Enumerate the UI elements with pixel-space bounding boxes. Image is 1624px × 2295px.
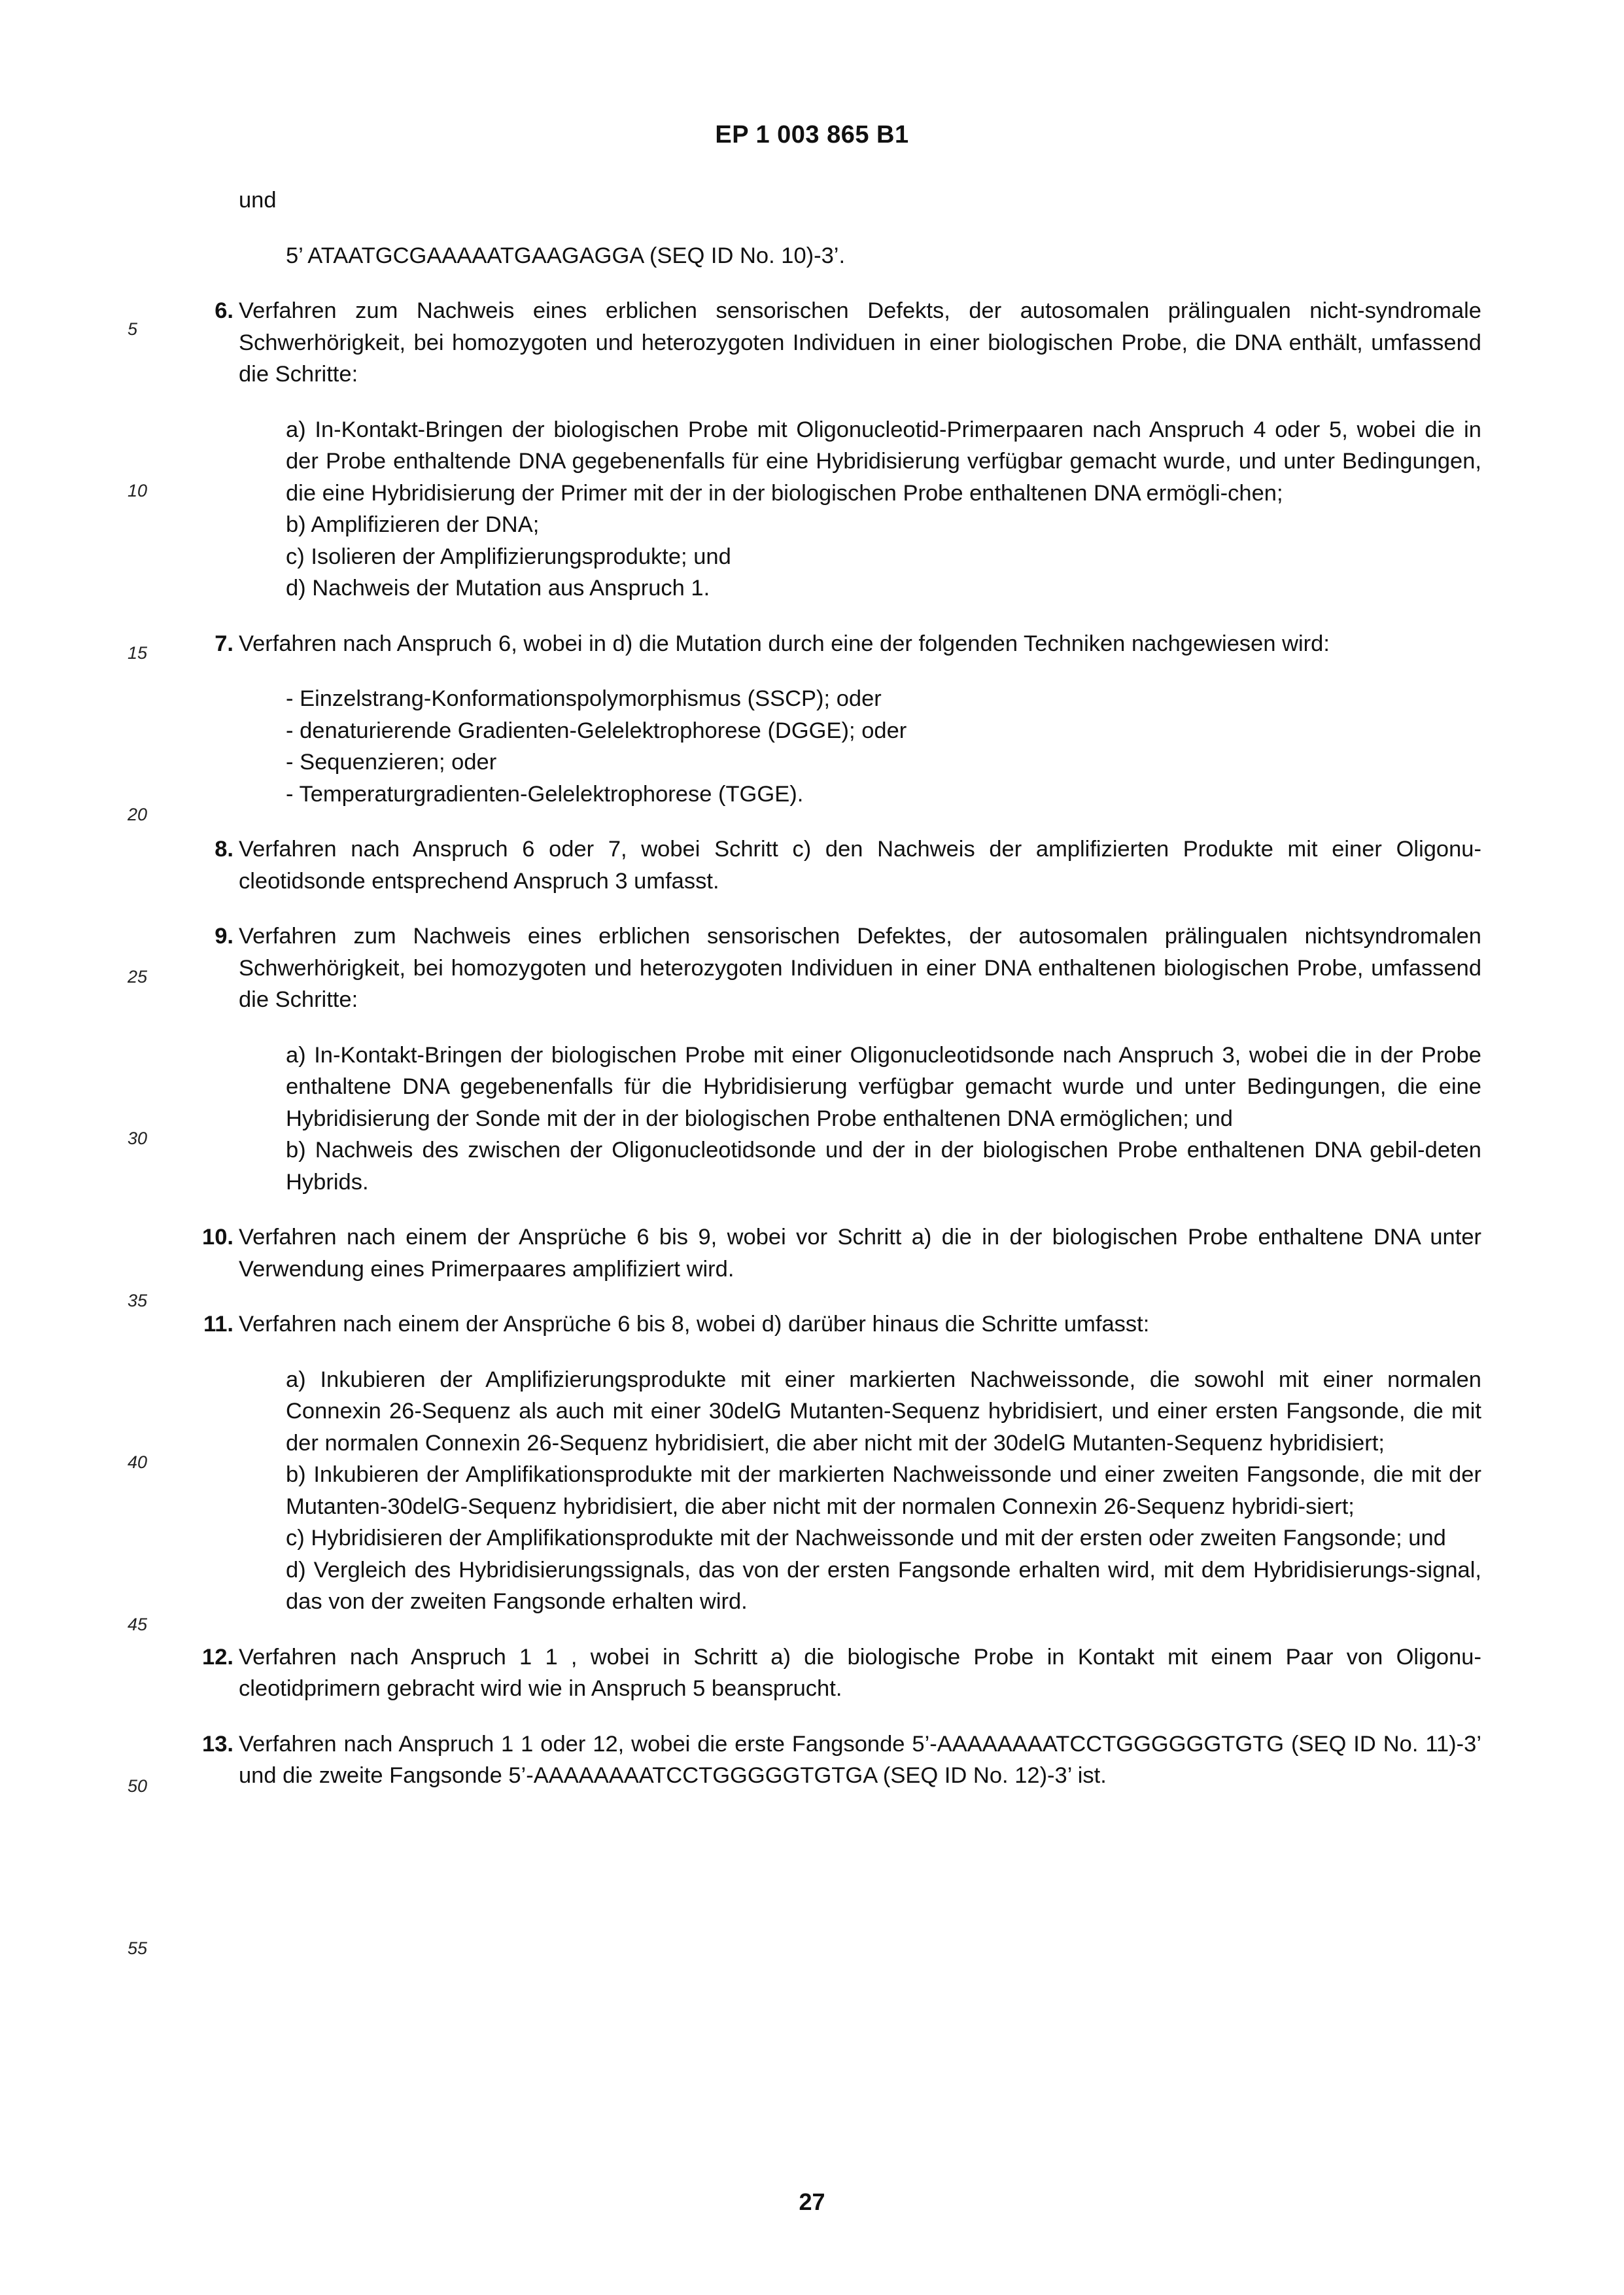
claim-text: Verfahren nach Anspruch 1 1 , wobei in Schritt a) die biologische Probe in Kontakt mit einem Paar von Oligonu-cleotidprimern gebracht wird wie in Anspruch 5 beansprucht. (239, 1644, 1481, 1701)
claim-7 (215, 628, 1481, 811)
connector-text: und (239, 188, 277, 213)
patent-number-header: EP 1 003 865 B1 (715, 121, 909, 149)
claim-number: 13. (202, 1731, 233, 1757)
claim-step: - Temperaturgradienten-Gelelektrophorese (TGGE). (286, 781, 804, 807)
claim-6 (215, 295, 1481, 604)
line-number: 20 (128, 805, 148, 824)
claim-step: - Sequenzieren; oder (286, 750, 497, 775)
claim-step: a) In-Kontakt-Bringen der biologischen Probe mit Oligonucleotid-Primerpaaren nach Anspruch 4 oder 5, wobei die in der Probe enthaltende DNA gegebenenfalls für eine Hybridisierung verfügbar gemacht wurde, und unter Bedingungen, die eine Hybridisierung der Primer mit der in der biologischen Probe enthaltenen DNA ermögli-chen; (286, 417, 1481, 506)
claim-step: a) Inkubieren der Amplifizierungsprodukte mit einer markierten Nachweissonde, die sowohl mit einer normalen Connexin 26-Sequenz als auch mit einer 30delG Mutanten-Sequenz hybridisiert, und einer ersten Fangsonde, die mit der normalen Connexin 26-Sequenz hybridisiert, die aber nicht mit der 30delG Mutanten-Sequenz hybridisiert; (286, 1367, 1481, 1456)
claim-step: a) In-Kontakt-Bringen der biologischen Probe mit einer Oligonucleotidsonde nach Anspruch 3, wobei die in der Probe enthaltene DNA gegebenenfalls für die Hybridisierung verfügbar gemacht wurde und unter Bedingungen, die eine Hybridisierung der Sonde mit der in der biologischen Probe enthaltenen DNA ermöglichen; und (286, 1042, 1481, 1131)
claim-step: c) Hybridisieren der Amplifikationsprodukte mit der Nachweissonde und mit der ersten oder zweiten Fangsonde; und (286, 1526, 1446, 1550)
claim-number: 7. (215, 631, 233, 656)
claim-10 (202, 1221, 1481, 1285)
claim-number: 8. (215, 837, 233, 862)
claim-step: b) Amplifizieren der DNA; (286, 512, 540, 537)
page-number: 27 (799, 2188, 825, 2215)
line-number-margin (0, 0, 170, 2295)
claim-number: 11. (203, 1312, 233, 1337)
line-number: 45 (128, 1615, 148, 1634)
line-number: 55 (128, 1938, 148, 1958)
line-number: 25 (128, 967, 148, 987)
claim-number: 6. (215, 298, 233, 323)
claim-11 (203, 1308, 1481, 1618)
sequence-line: 5’ ATAATGCGAAAAATGAAGAGGA (SEQ ID No. 10)-3’. (286, 243, 846, 268)
claim-text: Verfahren nach Anspruch 1 1 oder 12, wobei die erste Fangsonde 5’-AAAAAAAATCCTGGGGGGTGTG (SEQ ID No. 11)-3’ und die zweite Fangsonde 5’-AAAAAAAATCCTGGGGGTGTGA (SEQ ID No. 12)-3’ ist. (239, 1731, 1481, 1788)
claim-step: - denaturierende Gradienten-Gelelektrophorese (DGGE); oder (286, 718, 907, 743)
claim-text: Verfahren zum Nachweis eines erblichen sensorischen Defekts, der autosomalen prälingualen nicht-syndromale Schwerhörigkeit, bei homozygoten und heterozygoten Individuen in einer biologischen Probe, die DNA enthält, umfassend die Schritte: (239, 298, 1481, 387)
claim-step: d) Vergleich des Hybridisierungssignals, das von der ersten Fangsonde erhalten wird, mit dem Hybridisierungs-signal, das von der zweiten Fangsonde erhalten wird. (286, 1557, 1481, 1614)
line-number: 15 (128, 643, 148, 663)
claim-12 (202, 1641, 1481, 1705)
claim-text: Verfahren nach Anspruch 6 oder 7, wobei Schritt c) den Nachweis der amplifizierten Produkte mit einer Oligonu-cleotidsonde entsprechend Anspruch 3 umfasst. (239, 837, 1481, 894)
claim-text: Verfahren nach einem der Ansprüche 6 bis 8, wobei d) darüber hinaus die Schritte umfasst: (239, 1312, 1150, 1337)
claim-step: b) Inkubieren der Amplifikationsprodukte mit der markierten Nachweissonde und einer zweiten Fangsonde, die mit der Mutanten-30delG-Sequenz hybridisiert, die aber nicht mit der normalen Connexin 26-Sequenz hybridi-siert; (286, 1462, 1481, 1519)
line-number: 10 (128, 481, 148, 500)
claim-8 (215, 833, 1481, 897)
line-number: 35 (128, 1291, 148, 1310)
claim-number: 10. (202, 1225, 233, 1250)
claim-text: Verfahren nach Anspruch 6, wobei in d) die Mutation durch eine der folgenden Techniken nachgewiesen wird: (239, 631, 1330, 656)
claim-step: c) Isolieren der Amplifizierungsprodukte; und (286, 544, 731, 569)
claim-9 (215, 920, 1481, 1198)
line-number: 40 (128, 1452, 148, 1472)
claim-step: b) Nachweis des zwischen der Oligonucleotidsonde und der in der biologischen Probe enthaltenen DNA gebil-deten Hybrids. (286, 1138, 1481, 1195)
claim-number: 9. (215, 924, 233, 949)
line-number: 30 (128, 1129, 148, 1148)
claim-13 (202, 1728, 1481, 1792)
claims-body (202, 184, 1481, 1792)
claim-text: Verfahren zum Nachweis eines erblichen sensorischen Defektes, der autosomalen prälingualen nichtsyndromalen Schwerhörigkeit, bei homozygoten und heterozygoten Individuen in einer DNA enthaltenen biologischen Probe, umfassend die Schritte: (239, 924, 1481, 1012)
line-number: 50 (128, 1776, 148, 1796)
claim-step: d) Nachweis der Mutation aus Anspruch 1. (286, 576, 710, 601)
claim-step: - Einzelstrang-Konformationspolymorphismus (SSCP); oder (286, 686, 882, 711)
line-number: 5 (128, 319, 138, 339)
claim-number: 12. (202, 1644, 233, 1670)
claim-text: Verfahren nach einem der Ansprüche 6 bis 9, wobei vor Schritt a) die in der biologischen Probe enthaltene DNA unter Verwendung eines Primerpaares amplifiziert wird. (239, 1225, 1481, 1282)
